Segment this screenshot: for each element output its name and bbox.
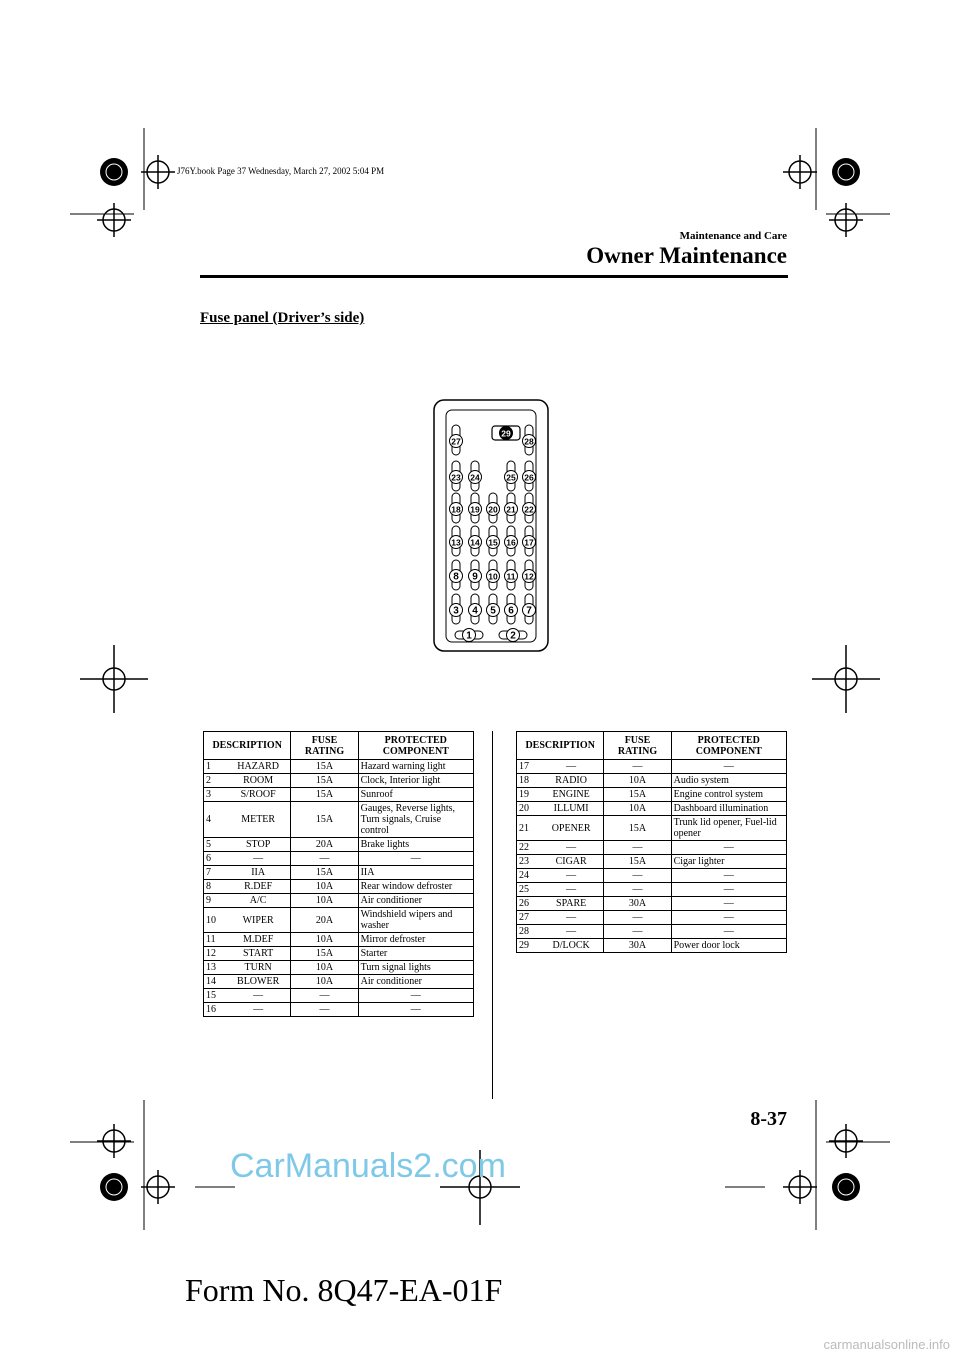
- cell-rating: 10A: [604, 802, 671, 816]
- cell-num: 11: [204, 933, 226, 947]
- cell-comp: —: [671, 760, 786, 774]
- table-row: [204, 908, 474, 933]
- fuse-2: [499, 629, 527, 642]
- fuse-number-label: 7: [526, 605, 532, 617]
- table-row: [517, 841, 787, 855]
- cell-comp: Air conditioner: [358, 894, 473, 908]
- fuse-number-label: 18: [451, 504, 461, 515]
- fuse-22: [523, 493, 536, 523]
- form-number: Form No. 8Q47-EA-01F: [185, 1272, 503, 1308]
- cell-comp: Turn signal lights: [358, 961, 473, 975]
- cell-desc: —: [539, 883, 604, 897]
- cell-rating: 15A: [291, 802, 358, 838]
- cell-rating: 10A: [291, 961, 358, 975]
- cell-rating: 10A: [291, 933, 358, 947]
- cell-comp: —: [671, 911, 786, 925]
- page-title: Owner Maintenance: [586, 243, 787, 268]
- table-row: [517, 925, 787, 939]
- cell-desc: D/LOCK: [539, 939, 604, 953]
- header-description: DESCRIPTION: [204, 732, 291, 760]
- table-row: [204, 933, 474, 947]
- cell-num: 10: [204, 908, 226, 933]
- cell-num: 6: [204, 852, 226, 866]
- cell-rating: 30A: [604, 939, 671, 953]
- cell-rating: —: [604, 869, 671, 883]
- cell-comp: —: [671, 841, 786, 855]
- table-row: [204, 838, 474, 852]
- fuse-number-label: 29: [501, 428, 511, 439]
- cell-num: 13: [204, 961, 226, 975]
- cell-desc: OPENER: [539, 816, 604, 841]
- fuse-1: [455, 629, 483, 642]
- cell-num: 24: [517, 869, 539, 883]
- cell-rating: 10A: [604, 774, 671, 788]
- fuse-15: [487, 526, 500, 556]
- table-row: [204, 894, 474, 908]
- cell-comp: Mirror defroster: [358, 933, 473, 947]
- cell-num: 9: [204, 894, 226, 908]
- cell-num: 23: [517, 855, 539, 869]
- cell-comp: —: [671, 869, 786, 883]
- fuse-number-label: 19: [470, 504, 480, 515]
- cell-comp: Clock, Interior light: [358, 774, 473, 788]
- cell-desc: BLOWER: [226, 975, 291, 989]
- cell-comp: IIA: [358, 866, 473, 880]
- cell-desc: —: [539, 869, 604, 883]
- cell-rating: 20A: [291, 908, 358, 933]
- cell-rating: 15A: [604, 855, 671, 869]
- cell-rating: —: [604, 925, 671, 939]
- site-watermark: carmanualsonline.info: [823, 1337, 950, 1352]
- cell-desc: START: [226, 947, 291, 961]
- cell-desc: CIGAR: [539, 855, 604, 869]
- header-rating: FUSE RATING: [604, 732, 671, 760]
- fuse-number-label: 20: [488, 504, 498, 515]
- table-row: [517, 869, 787, 883]
- cell-num: 26: [517, 897, 539, 911]
- fuse-number-label: 27: [451, 436, 461, 447]
- cell-num: 8: [204, 880, 226, 894]
- cell-rating: 15A: [604, 816, 671, 841]
- fuse-24: [469, 461, 482, 491]
- fuse-21: [505, 493, 518, 523]
- fuse-number-label: 1: [466, 630, 472, 642]
- table-row: [204, 975, 474, 989]
- cell-desc: —: [539, 925, 604, 939]
- cell-desc: ENGINE: [539, 788, 604, 802]
- cell-comp: —: [671, 925, 786, 939]
- cell-comp: Cigar lighter: [671, 855, 786, 869]
- cell-desc: S/ROOF: [226, 788, 291, 802]
- fuse-panel-diagram: [432, 398, 550, 653]
- cell-comp: Power door lock: [671, 939, 786, 953]
- fuse-number-label: 3: [453, 605, 459, 617]
- fuse-19: [469, 493, 482, 523]
- fuse-number-label: 28: [524, 436, 534, 447]
- title-rule: [200, 275, 788, 278]
- fuse-7: [523, 594, 536, 624]
- fuse-number-label: 22: [524, 504, 534, 515]
- cell-comp: Dashboard illumination: [671, 802, 786, 816]
- fuse-number-label: 9: [472, 571, 478, 583]
- cell-desc: A/C: [226, 894, 291, 908]
- table-row: [204, 802, 474, 838]
- cell-num: 27: [517, 911, 539, 925]
- fuse-8: [450, 560, 463, 590]
- cell-num: 20: [517, 802, 539, 816]
- cell-num: 3: [204, 788, 226, 802]
- cell-rating: 15A: [604, 788, 671, 802]
- fuse-13: [450, 526, 463, 556]
- table-row: [517, 760, 787, 774]
- cell-num: 15: [204, 989, 226, 1003]
- cell-num: 4: [204, 802, 226, 838]
- cell-comp: Trunk lid opener, Fuel-lid opener: [671, 816, 786, 841]
- cell-rating: 15A: [291, 866, 358, 880]
- table-row: [204, 774, 474, 788]
- cell-rating: —: [291, 852, 358, 866]
- cell-comp: Audio system: [671, 774, 786, 788]
- table-row: [204, 947, 474, 961]
- cell-desc: SPARE: [539, 897, 604, 911]
- fuse-number-label: 6: [508, 605, 514, 617]
- cell-comp: Starter: [358, 947, 473, 961]
- cell-desc: —: [539, 911, 604, 925]
- column-divider: [492, 731, 493, 1099]
- cell-rating: 10A: [291, 975, 358, 989]
- cell-comp: Windshield wipers and washer: [358, 908, 473, 933]
- cell-desc: STOP: [226, 838, 291, 852]
- cell-comp: —: [358, 1003, 473, 1017]
- cell-comp: Rear window defroster: [358, 880, 473, 894]
- cell-num: 2: [204, 774, 226, 788]
- fuse-number-label: 17: [524, 537, 534, 548]
- fuse-number-label: 5: [490, 605, 496, 617]
- fuse-number-label: 16: [506, 537, 516, 548]
- cell-rating: 20A: [291, 838, 358, 852]
- fuse-29: [492, 426, 520, 440]
- fuse-20: [487, 493, 500, 523]
- fuse-26: [523, 461, 536, 491]
- cell-comp: Brake lights: [358, 838, 473, 852]
- table-row: [204, 852, 474, 866]
- cell-comp: —: [671, 897, 786, 911]
- cell-num: 18: [517, 774, 539, 788]
- cell-desc: M.DEF: [226, 933, 291, 947]
- cell-rating: 10A: [291, 880, 358, 894]
- cell-num: 7: [204, 866, 226, 880]
- header-description: DESCRIPTION: [517, 732, 604, 760]
- cell-rating: 15A: [291, 774, 358, 788]
- cell-desc: ILLUMI: [539, 802, 604, 816]
- cell-comp: Sunroof: [358, 788, 473, 802]
- fuse-number-label: 4: [472, 605, 478, 617]
- header-rating: FUSE RATING: [291, 732, 358, 760]
- file-stamp: J76Y.book Page 37 Wednesday, March 27, 2002 5:04 PM: [177, 166, 385, 176]
- table-row: [517, 855, 787, 869]
- fuse-28: [523, 425, 536, 455]
- cell-comp: —: [358, 852, 473, 866]
- fuse-number-label: 21: [506, 504, 516, 515]
- cell-num: 22: [517, 841, 539, 855]
- fuse-number-label: 26: [524, 472, 534, 483]
- cell-comp: Hazard warning light: [358, 760, 473, 774]
- table-row: [517, 939, 787, 953]
- cell-num: 1: [204, 760, 226, 774]
- cell-desc: RADIO: [539, 774, 604, 788]
- table-row: [204, 760, 474, 774]
- section-label: Maintenance and Care: [679, 230, 787, 242]
- cell-rating: 30A: [604, 897, 671, 911]
- header-component: PROTECTED COMPONENT: [671, 732, 786, 760]
- cell-rating: —: [291, 989, 358, 1003]
- table-row: [204, 788, 474, 802]
- cell-desc: ROOM: [226, 774, 291, 788]
- fuse-11: [505, 560, 518, 590]
- fuse-10: [487, 560, 500, 590]
- cell-rating: 15A: [291, 947, 358, 961]
- cell-num: 14: [204, 975, 226, 989]
- cell-desc: —: [226, 852, 291, 866]
- table-row: [517, 883, 787, 897]
- fuse-table-right: [516, 731, 787, 953]
- cell-comp: Air conditioner: [358, 975, 473, 989]
- cell-comp: —: [358, 989, 473, 1003]
- cell-desc: —: [539, 760, 604, 774]
- fuse-number-label: 15: [488, 537, 498, 548]
- cell-num: 19: [517, 788, 539, 802]
- fuse-number-label: 25: [506, 472, 516, 483]
- cell-num: 21: [517, 816, 539, 841]
- header-component: PROTECTED COMPONENT: [358, 732, 473, 760]
- cell-desc: TURN: [226, 961, 291, 975]
- cell-num: 29: [517, 939, 539, 953]
- cell-desc: R.DEF: [226, 880, 291, 894]
- fuse-number-label: 23: [451, 472, 461, 483]
- cell-comp: —: [671, 883, 786, 897]
- fuse-table-left: [203, 731, 474, 1017]
- fuse-number-label: 8: [453, 571, 459, 583]
- table-row: [204, 880, 474, 894]
- cell-rating: 10A: [291, 894, 358, 908]
- cell-num: 16: [204, 1003, 226, 1017]
- table-row: [204, 1003, 474, 1017]
- fuse-number-label: 14: [470, 537, 480, 548]
- page-number: 8-37: [750, 1108, 787, 1130]
- table-row: [204, 866, 474, 880]
- fuse-14: [469, 526, 482, 556]
- cell-rating: —: [604, 841, 671, 855]
- fuse-17: [523, 526, 536, 556]
- cell-rating: 15A: [291, 760, 358, 774]
- cell-rating: —: [291, 1003, 358, 1017]
- table-row: [204, 989, 474, 1003]
- fuse-23: [450, 461, 463, 491]
- fuse-6: [505, 594, 518, 624]
- fuse-3: [450, 594, 463, 624]
- cell-rating: —: [604, 911, 671, 925]
- cell-desc: —: [539, 841, 604, 855]
- cell-desc: METER: [226, 802, 291, 838]
- fuse-12: [523, 560, 536, 590]
- cell-desc: HAZARD: [226, 760, 291, 774]
- fuse-5: [487, 594, 500, 624]
- fuse-number-label: 11: [506, 571, 516, 582]
- fuse-number-label: 24: [470, 472, 480, 483]
- table-row: [517, 774, 787, 788]
- table-row: [517, 788, 787, 802]
- cell-num: 17: [517, 760, 539, 774]
- cell-rating: —: [604, 883, 671, 897]
- fuse-27: [450, 425, 463, 455]
- fuse-9: [469, 560, 482, 590]
- fuse-number-label: 10: [488, 571, 498, 582]
- table-row: [517, 897, 787, 911]
- fuse-25: [505, 461, 518, 491]
- cell-num: 12: [204, 947, 226, 961]
- cell-rating: 15A: [291, 788, 358, 802]
- table-row: [517, 802, 787, 816]
- watermark: CarManuals2.com: [230, 1147, 506, 1185]
- cell-comp: Gauges, Reverse lights, Turn signals, Cruise control: [358, 802, 473, 838]
- fuse-number-label: 2: [510, 630, 516, 642]
- cell-num: 5: [204, 838, 226, 852]
- fuse-4: [469, 594, 482, 624]
- fuse-16: [505, 526, 518, 556]
- cell-desc: IIA: [226, 866, 291, 880]
- cell-desc: —: [226, 989, 291, 1003]
- fuse-number-label: 12: [524, 571, 534, 582]
- table-row: [517, 911, 787, 925]
- table-row: [204, 961, 474, 975]
- cell-desc: WIPER: [226, 908, 291, 933]
- cell-comp: Engine control system: [671, 788, 786, 802]
- fuse-number-label: 13: [451, 537, 461, 548]
- table-row: [517, 816, 787, 841]
- fuse-18: [450, 493, 463, 523]
- cell-rating: —: [604, 760, 671, 774]
- cell-num: 28: [517, 925, 539, 939]
- subheading: Fuse panel (Driver’s side): [200, 310, 365, 326]
- cell-desc: —: [226, 1003, 291, 1017]
- cell-num: 25: [517, 883, 539, 897]
